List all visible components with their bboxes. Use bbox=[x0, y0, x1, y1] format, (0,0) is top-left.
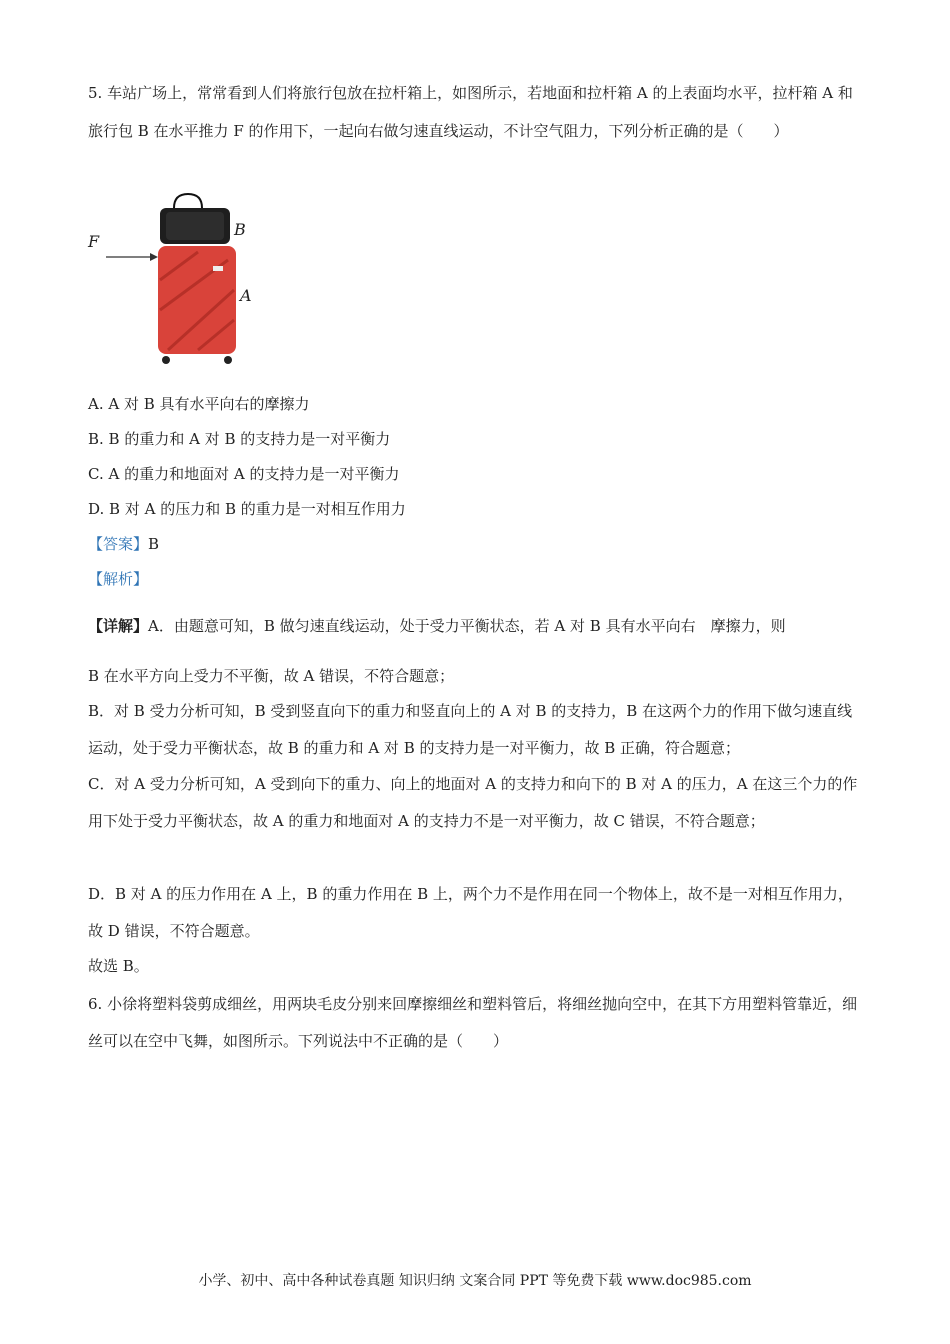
question-6-stem: 6. 小徐将塑料袋剪成细丝，用两块毛皮分别来回摩擦细丝和塑料管后，将细丝抛向空中，在其下方用塑料管靠近，细丝可以在空中飞舞，如图所示。下列说法中不正确的是（ ） bbox=[88, 995, 858, 1050]
option-a: A. A 对 B 具有水平向右的摩擦力 bbox=[88, 395, 310, 413]
answer-value: B bbox=[148, 535, 160, 553]
detail-d: D．B 对 A 的压力作用在 A 上，B 的重力作用在 B 上，两个力不是作用在同一个物体上，故不是一对相互作用力，故 D 错误，不符合题意。 bbox=[88, 885, 853, 940]
suitcase-figure bbox=[88, 190, 268, 375]
detail-a bbox=[88, 608, 864, 645]
detail-label: 【详解】 bbox=[88, 617, 149, 635]
detail-a-line1: A．由题意可知，B 做匀速直线运动，处于受力平衡状态，若 A 对 B 具有水平向右 摩擦力，则 bbox=[148, 617, 786, 635]
detail-c: C．对 A 受力分析可知，A 受到向下的重力、向上的地面对 A 的支持力和向下的 B 对 A 的压力，A 在这三个力的作用下处于受力平衡状态，故 A 的重力和地面对 A 的支持力不是一对平衡力，故 C 错误，不符合题意； bbox=[88, 775, 858, 830]
answer-line bbox=[88, 533, 159, 554]
force-label: F bbox=[88, 232, 100, 251]
page-footer: 小学、初中、高中各种试卷真题 知识归纳 文案合同 PPT 等免费下载 www.doc985.com bbox=[198, 1273, 752, 1289]
option-b: B. B 的重力和 A 对 B 的支持力是一对平衡力 bbox=[88, 430, 391, 448]
analysis-tag: 【解析】 bbox=[88, 570, 149, 588]
conclusion: 故选 B。 bbox=[88, 957, 149, 975]
suitcase-illustration bbox=[88, 190, 268, 375]
option-c: C. A 的重力和地面对 A 的支持力是一对平衡力 bbox=[88, 465, 400, 483]
question-5-stem: 5. 车站广场上，常常看到人们将旅行包放在拉杆箱上，如图所示，若地面和拉杆箱 A 的上表面均水平，拉杆箱 A 和旅行包 B 在水平推力 F 的作用下，一起向右做匀速直线运动，不计空气阻力，下列分析正确的是（ ） bbox=[88, 84, 853, 140]
option-d: D. B 对 A 的压力和 B 的重力是一对相互作用力 bbox=[88, 500, 406, 518]
detail-b: B．对 B 受力分析可知，B 受到竖直向下的重力和竖直向上的 A 对 B 的支持力，B 在这两个力的作用下做匀速直线运动，处于受力平衡状态，故 B 的重力和 A 对 B 的支持力是一对平衡力，故 B 正确，符合题意； bbox=[88, 702, 853, 757]
answer-tag: 【答案】 bbox=[88, 535, 149, 553]
detail-a-line2: B 在水平方向上受力不平衡，故 A 错误，不符合题意； bbox=[88, 667, 455, 685]
bag-b-label: B bbox=[234, 220, 246, 239]
suitcase-a-label: A bbox=[240, 286, 252, 305]
